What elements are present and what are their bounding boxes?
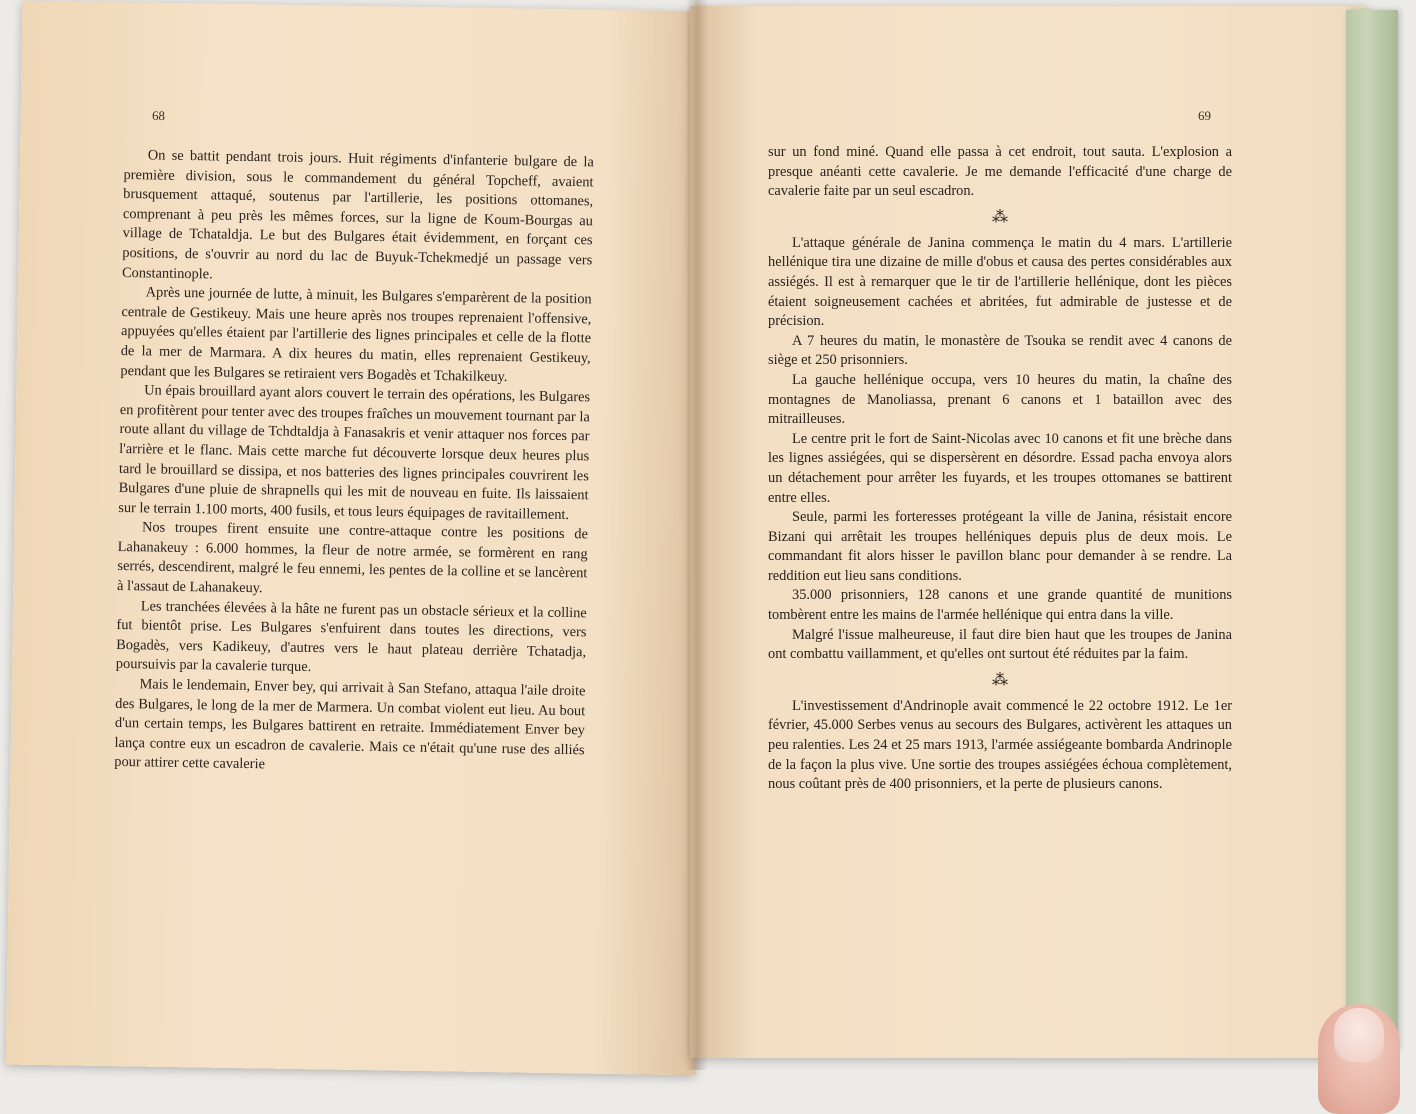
paragraph: 35.000 prisonniers, 128 canons et une grande quantité de munitions tombèrent entre les mains de l'armée hellénique qui entra dans la ville. bbox=[768, 587, 1232, 624]
paragraph: Seule, parmi les forteresses protégeant la ville de Janina, résistait encore Bizani qui arrêtait les troupes helléniques depuis plus de deux mois. Le commandant fit alors hisser le pavillon blanc pour demander à se rendre. La reddition eut lieu sans conditions. bbox=[768, 509, 1232, 584]
paragraph: sur un fond miné. Quand elle passa à cet endroit, tout sauta. L'explosion a presque anéanti cette cavalerie. Je me demande l'efficacité d'une charge de cavalerie faite par un seul escadron. bbox=[768, 144, 1232, 200]
section-separator: ⁂ bbox=[992, 209, 1008, 227]
paragraph: On se battit pendant trois jours. Huit régiments d'infanterie bulgare de la première division, sous le commandement du général Topcheff, avaient brusquement attaqué, soutenus par l'artillerie, les positions ottomanes, comprenant à peu près les mêmes forces, sur la ligne de Koum-Bourgas au village de Tchataldja. Le but des Bulgares était évidemment, en forçant ces positions, de s'ouvrir au nord du lac de Buyuk-Tchekmedjé un passage vers Constantinople. bbox=[121, 147, 594, 282]
paragraph: La gauche hellénique occupa, vers 10 heures du matin, la chaîne des montagnes de Manoliassa, prenant 6 canons et 1 bataillon avec des mitrailleuses. bbox=[768, 371, 1232, 428]
thumbnail-nail bbox=[1334, 1008, 1384, 1062]
left-page-text bbox=[114, 146, 594, 780]
paragraph: Nos troupes firent ensuite une contre-attaque contre les positions de Lahanakeuy : 6.000 hommes, la fleur de notre armée, se formèrent en rang serrés, descendirent, malgré le feu ennemi, les pentes de la colline et se lancèrent à l'assaut de Lahanakeuy. bbox=[116, 519, 589, 597]
paragraph: L'attaque générale de Janina commença le matin du 4 mars. L'artillerie hellénique tira une dizaine de mille d'obus et causa des pertes considérables aux assiégés. Il est à remarquer que le tir de l'artillerie hellénique, dont les pièces étaient soigneusement cachées et abritées, fut admirable de justesse et de précision. bbox=[768, 234, 1232, 330]
book-cover-edge bbox=[1346, 10, 1398, 1050]
paragraph: Le centre prit le fort de Saint-Nicolas avec 10 canons et fit une brèche dans les lignes assiégées, qui se dispersèrent en désordre. Essad pacha envoya alors un détachement pour arrêter les fuyards, et les troupes ottomanes se battirent entre elles. bbox=[768, 430, 1232, 506]
paragraph: Les tranchées élevées à la hâte ne furent pas un obstacle sérieux et la colline fut bientôt prise. Les Bulgares s'enfuirent dans toutes les directions, vers Bogadès, vers Kadikeuy, d'autres vers le haut plateau derrière Tchatadja, poursuivis par la cavalerie turque. bbox=[115, 597, 587, 676]
paragraph: Un épais brouillard ayant alors couvert le terrain des opérations, les Bulgares en profitèrent pour tenter avec des troupes fraîches un mouvement tournant par la route allant du village de Tchdtaldja à Fanasakris et venir attaquer nos forces par l'arrière et le flanc. Mais cette marche fut découverte lorsque deux heures plus tard le brouillard se dissipa, et nos batteries des lignes principales couvrirent les Bulgares d'une pluie de shrapnells qui les mit de nouveau en fuite. Ils laissaient sur le terrain 1.100 morts, 400 fusils, et tous leurs équipages de ravitaillement. bbox=[118, 382, 591, 523]
book-gutter bbox=[686, 0, 708, 1070]
paragraph: Mais le lendemain, Enver bey, qui arrivait à San Stefano, attaqua l'aile droite des Bulgares, le long de la mer de Marmera. Un combat violent eut lieu. Au bout d'un certain temps, les Bulgares battirent en retraite. Immédiatement Enver bey lança contre eux un escadron de cavalerie. Mais ce n'était qu'une ruse des alliés pour attirer cette cavalerie bbox=[114, 676, 586, 773]
right-page-text bbox=[768, 143, 1232, 795]
right-page-number: 69 bbox=[1198, 108, 1211, 123]
paragraph: A 7 heures du matin, le monastère de Tsouka se rendit avec 4 canons de siège et 250 prisonniers. bbox=[768, 332, 1232, 369]
paragraph: Après une journée de lutte, à minuit, les Bulgares s'emparèrent de la position centrale de Gestikeuy. Mais une heure après nos troupes reprenaient l'offensive, appuyées qu'elles étaient par l'artillerie des lignes principales et celle de la flotte de la mer de Marmara. A dix heures du matin, elles reprenaient Gestikeuy, pendant que les Bulgares se retiraient vers Bogadès et Tchakilkeuy. bbox=[120, 284, 592, 385]
left-page-number: 68 bbox=[151, 107, 166, 124]
section-separator: ⁂ bbox=[992, 672, 1008, 690]
paragraph: Malgré l'issue malheureuse, il faut dire bien haut que les troupes de Janina ont combattu vaillamment, et qu'elles ont surtout été réduites par la faim. bbox=[768, 626, 1232, 663]
paragraph: L'investissement d'Andrinople avait commencé le 22 octobre 1912. Le 1er février, 45.000 Serbes venus au secours des Bulgares, activèrent les attaques un peu ralenties. Les 24 et 25 mars 1913, l'armée assiégeante bombarda Andrinople de la façon la plus vive. Une sortie des troupes assiégées échoua complètement, nous coûtant près de 400 prisonniers, et la perte de plusieurs canons. bbox=[768, 697, 1232, 793]
